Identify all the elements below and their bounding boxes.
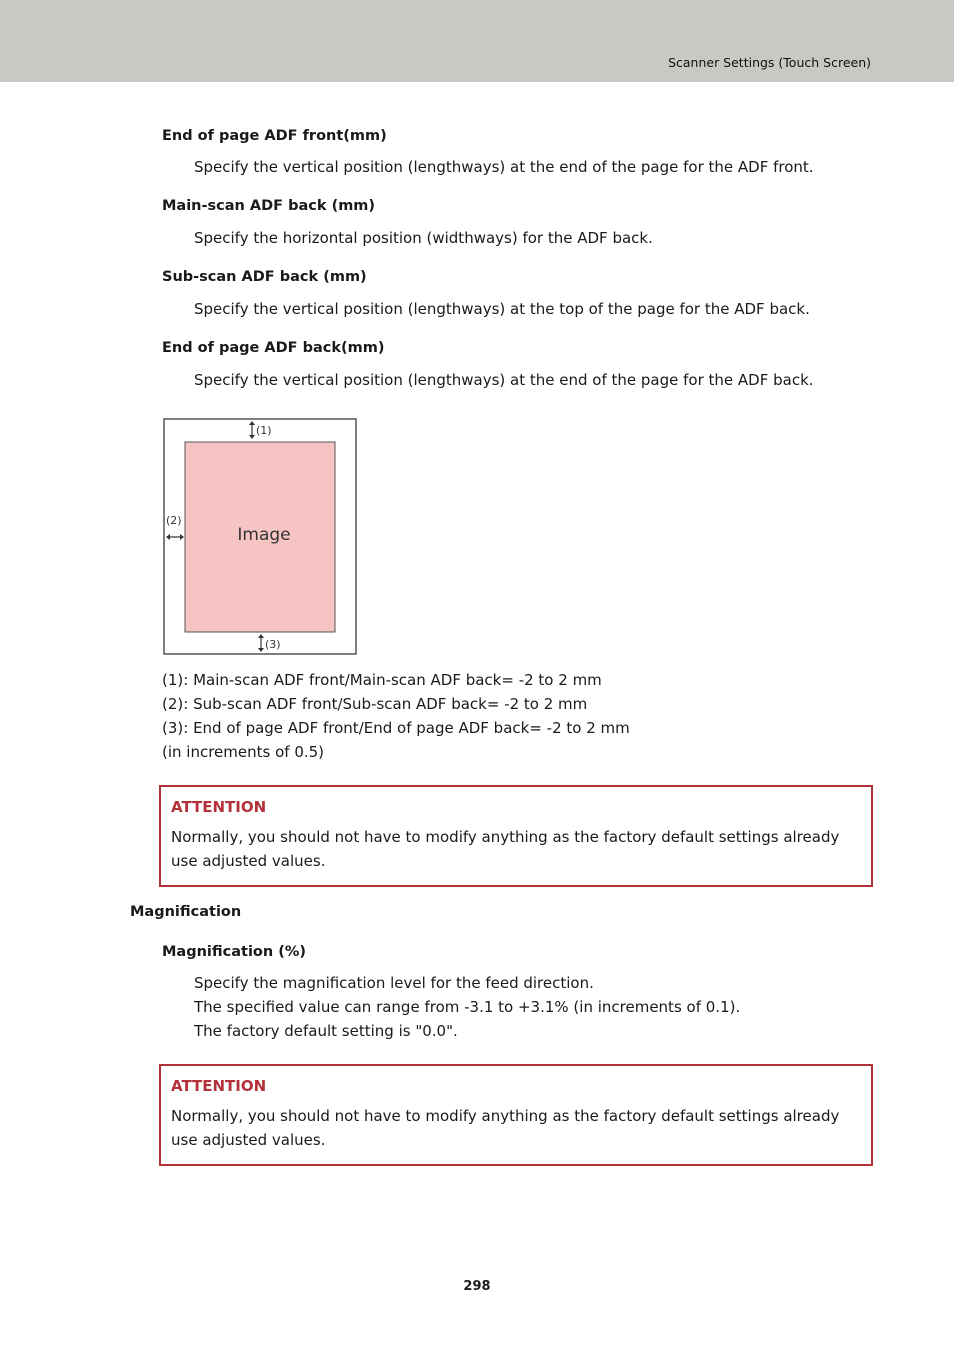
heading-sub-back: Sub-scan ADF back (mm) bbox=[162, 269, 367, 285]
legend-line: (in increments of 0.5) bbox=[162, 743, 325, 761]
header-title: Scanner Settings (Touch Screen) bbox=[668, 55, 871, 70]
heading-magnification: Magnification (%) bbox=[162, 944, 307, 960]
page-number: 298 bbox=[463, 1279, 491, 1294]
legend-line: (3): End of page ADF front/End of page ADF back= -2 to 2 mm bbox=[162, 719, 630, 737]
attention-body: Normally, you should not have to modify anything as the factory default settings already use adjusted values. bbox=[171, 1107, 840, 1149]
magnification-line: The factory default setting is "0.0". bbox=[194, 1022, 458, 1040]
text-end-back: Specify the vertical position (lengthways) at the end of the page for the ADF back. bbox=[194, 371, 814, 389]
text-sub-back: Specify the vertical position (lengthways) at the top of the page for the ADF back. bbox=[194, 300, 810, 318]
page-header bbox=[0, 0, 954, 82]
attention-title: ATTENTION bbox=[171, 798, 267, 816]
legend-line: (1): Main-scan ADF front/Main-scan ADF back= -2 to 2 mm bbox=[162, 671, 602, 689]
section-title-magnification: Magnification bbox=[130, 904, 242, 920]
heading-end-back: End of page ADF back(mm) bbox=[162, 340, 385, 356]
magnification-line: The specified value can range from -3.1 to +3.1% (in increments of 0.1). bbox=[194, 998, 741, 1016]
label-2: (2) bbox=[166, 514, 182, 527]
attention-title: ATTENTION bbox=[171, 1077, 267, 1095]
heading-main-back: Main-scan ADF back (mm) bbox=[162, 198, 376, 214]
attention-body: Normally, you should not have to modify anything as the factory default settings already use adjusted values. bbox=[171, 828, 840, 870]
image-label: Image bbox=[237, 525, 291, 545]
attention-box bbox=[159, 1064, 873, 1166]
label-1: (1) bbox=[256, 424, 272, 437]
legend-line: (2): Sub-scan ADF front/Sub-scan ADF back= -2 to 2 mm bbox=[162, 695, 588, 713]
text-end-front: Specify the vertical position (lengthways) at the end of the page for the ADF front. bbox=[194, 158, 814, 176]
text-main-back: Specify the horizontal position (widthways) for the ADF back. bbox=[194, 229, 653, 247]
attention-box bbox=[159, 785, 873, 887]
magnification-line: Specify the magnification level for the feed direction. bbox=[194, 974, 594, 992]
heading-end-front: End of page ADF front(mm) bbox=[162, 128, 387, 144]
label-3: (3) bbox=[265, 638, 281, 651]
offset-diagram bbox=[163, 418, 359, 658]
